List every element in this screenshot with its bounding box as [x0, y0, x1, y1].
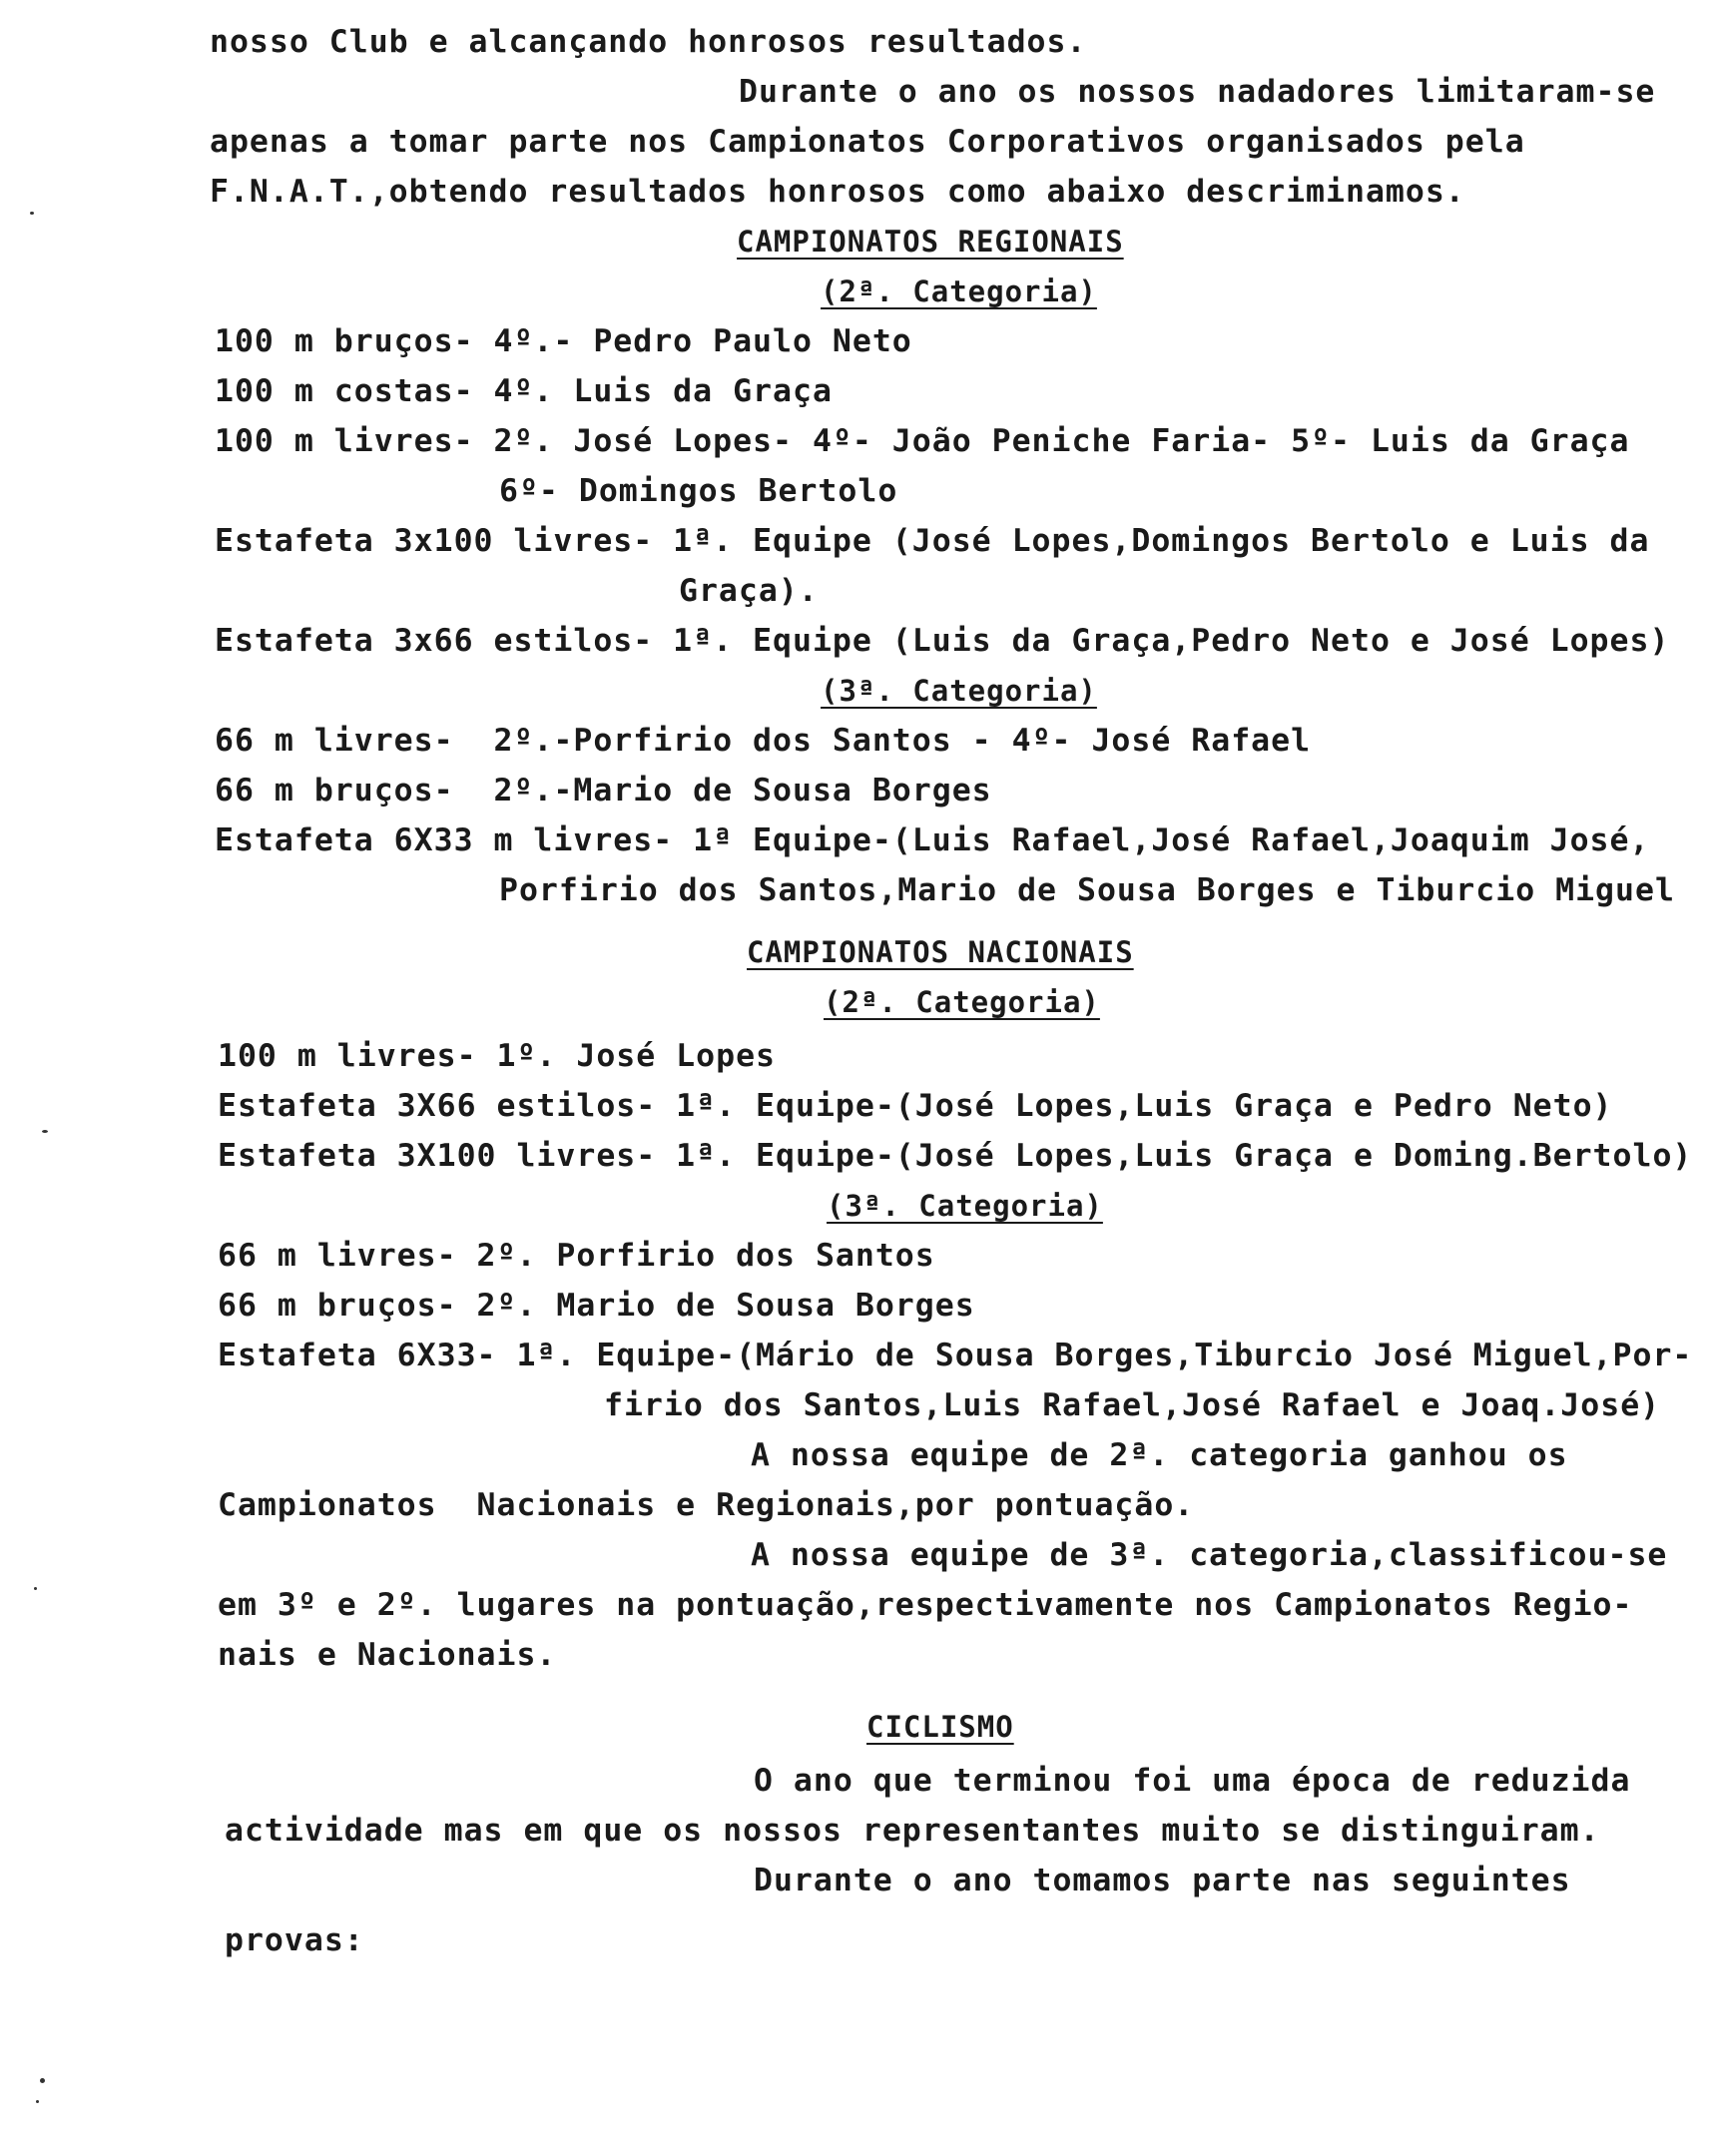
result-line: 66 m bruços- 2º. Mario de Sousa Borges — [218, 1288, 975, 1324]
scan-speck — [40, 2078, 45, 2083]
result-line: 100 m livres- 1º. José Lopes — [218, 1038, 777, 1074]
heading-ciclismo: CICLISMO — [866, 1710, 1014, 1744]
result-line: 66 m bruços- 2º.-Mario de Sousa Borges — [215, 773, 992, 808]
summary-line-5: nais e Nacionais. — [218, 1637, 557, 1673]
result-line: 66 m livres- 2º. Porfirio dos Santos — [218, 1238, 935, 1274]
summary-line-4: em 3º e 2º. lugares na pontuação,respectivamente nos Campionatos Regio- — [218, 1587, 1633, 1623]
summary-line-2: Campionatos Nacionais e Regionais,por pontuação. — [218, 1487, 1195, 1523]
result-line: Estafeta 3x100 livres- 1ª. Equipe (José Lopes,Domingos Bertolo e Luis da — [215, 523, 1650, 559]
subheading-regionais-cat3: (3ª. Categoria) — [821, 674, 1097, 708]
result-line: Estafeta 3X100 livres- 1ª. Equipe-(José Lopes,Luis Graça e Doming.Bertolo) — [218, 1138, 1693, 1174]
intro-line-2: Durante o ano os nossos nadadores limitaram-se — [739, 74, 1656, 110]
ciclismo-line-3: Durante o ano tomamos parte nas seguintes — [754, 1863, 1571, 1898]
heading-regionais: CAMPIONATOS REGIONAIS — [737, 225, 1124, 259]
subheading-nacionais-cat2: (2ª. Categoria) — [824, 985, 1100, 1019]
subheading-regionais-cat2: (2ª. Categoria) — [821, 274, 1097, 308]
result-line-cont: firio dos Santos,Luis Rafael,José Rafael e Joaq.José) — [604, 1387, 1661, 1423]
result-line: 100 m livres- 2º. José Lopes- 4º- João Peniche Faria- 5º- Luis da Graça — [215, 423, 1630, 459]
result-line: Estafeta 3X66 estilos- 1ª. Equipe-(José Lopes,Luis Graça e Pedro Neto) — [218, 1088, 1613, 1124]
ciclismo-line-1: O ano que terminou foi uma época de reduzida — [754, 1763, 1631, 1799]
result-line: Estafeta 6X33 m livres- 1ª Equipe-(Luis Rafael,José Rafael,Joaquim José, — [215, 822, 1650, 858]
intro-line-1: nosso Club e alcançando honrosos resultados. — [210, 24, 1087, 60]
intro-line-4: F.N.A.T.,obtendo resultados honrosos como abaixo descriminamos. — [210, 174, 1465, 210]
result-line-cont: Porfirio dos Santos,Mario de Sousa Borges e Tiburcio Miguel — [499, 872, 1675, 908]
heading-nacionais: CAMPIONATOS NACIONAIS — [747, 935, 1134, 969]
scan-speck — [36, 2100, 39, 2103]
scan-speck — [30, 212, 34, 215]
subheading-nacionais-cat3: (3ª. Categoria) — [827, 1189, 1103, 1223]
scan-speck — [34, 1587, 37, 1590]
summary-line-3: A nossa equipe de 3ª. categoria,classificou-se — [751, 1537, 1668, 1573]
intro-line-3: apenas a tomar parte nos Campionatos Corporativos organisados pela — [210, 124, 1525, 160]
summary-line-1: A nossa equipe de 2ª. categoria ganhou os — [751, 1437, 1568, 1473]
result-line: 100 m costas- 4º. Luis da Graça — [215, 373, 833, 409]
result-line-cont: Graça). — [679, 573, 819, 609]
scan-speck — [42, 1130, 48, 1133]
ciclismo-line-4: provas: — [225, 1922, 364, 1958]
result-line: Estafeta 3x66 estilos- 1ª. Equipe (Luis da Graça,Pedro Neto e José Lopes) — [215, 623, 1670, 659]
result-line: 100 m bruços- 4º.- Pedro Paulo Neto — [215, 323, 912, 359]
ciclismo-line-2: actividade mas em que os nossos representantes muito se distinguiram. — [225, 1813, 1600, 1849]
result-line-cont: 6º- Domingos Bertolo — [499, 473, 898, 509]
result-line: Estafeta 6X33- 1ª. Equipe-(Mário de Sousa Borges,Tiburcio José Miguel,Por- — [218, 1338, 1693, 1373]
result-line: 66 m livres- 2º.-Porfirio dos Santos - 4º- José Rafael — [215, 723, 1312, 759]
